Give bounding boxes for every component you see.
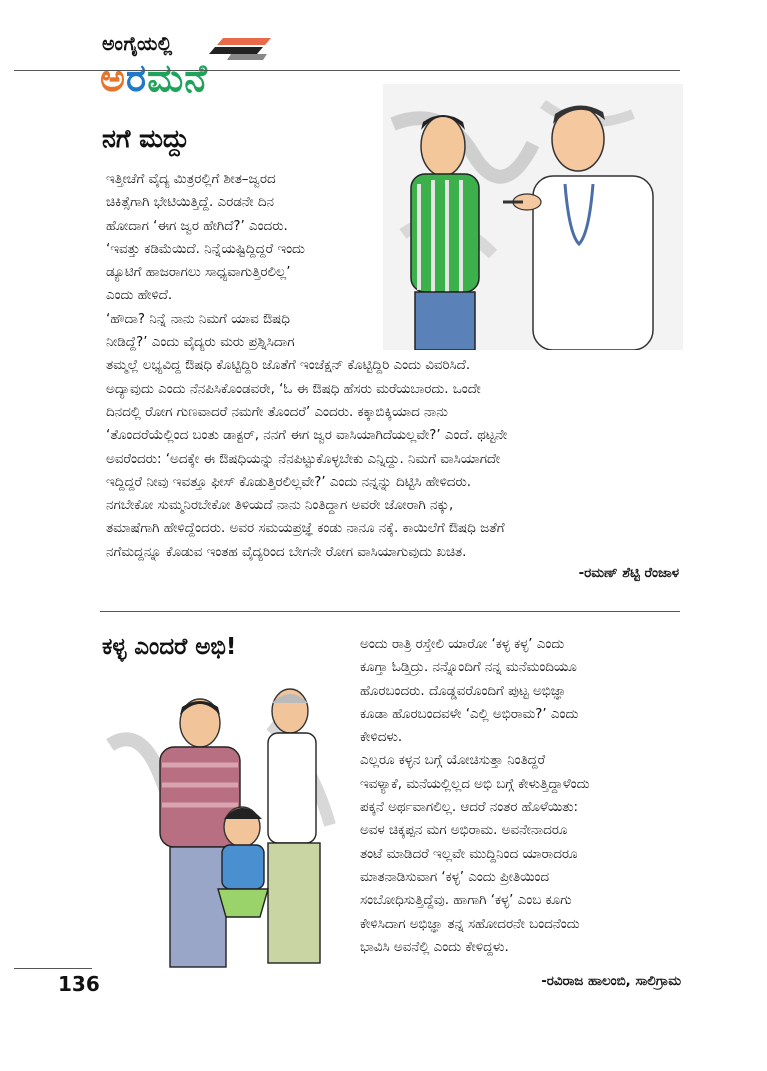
story1-body [106, 168, 507, 564]
story1-title: ನಗೆ ಮದ್ದು [102, 124, 190, 153]
story1-line: ದಿನದಲ್ಲಿ ರೋಗ ಗುಣವಾದರೆ ನಮಗೇ ತೊಂದರೆ’ ಎಂದರು. ಕಕ್ಕಾಬಿಕ್ಕಿಯಾದ ನಾನು [106, 404, 448, 420]
magazine-logo [100, 56, 208, 100]
story2-body [360, 633, 590, 959]
story2-line: ಭಾವಿಸಿ ಅವನೆಲ್ಲಿ ಎಂದು ಕೇಳಿದ್ದಳು. [360, 939, 509, 955]
story2-line: ತಂಟೆ ಮಾಡಿದರೆ ಇಲ್ಲವೇ ಮುದ್ದಿನಿಂದ ಯಾರಾದರೂ [360, 846, 578, 862]
story1-line: ಇತ್ತೀಚೆಗೆ ವೈದ್ಯ ಮಿತ್ರರಲ್ಲಿಗೆ ಶೀತ–ಜ್ವರದ [106, 172, 276, 187]
story1-line: ಎಂದು ಹೇಳಿದೆ. [106, 288, 173, 304]
story2-line: ಪಕ್ಕನೆ ಅರ್ಥವಾಗಲಿಲ್ಲ. ಆದರೆ ನಂತರ ಹೊಳೆಯಿತು: [360, 800, 579, 816]
logo-tagline: ಅಂಗೈಯಲ್ಲಿ [102, 33, 173, 55]
story1-line: ಅದ್ಯಾವುದು ಎಂದು ನೆನಪಿಸಿಕೊಂಡವರೇ, ‘ಓ ಈ ಔಷಧಿ ಹೆಸರು ಮರೆಯಬಾರದು. ಒಂದೇ [106, 381, 481, 397]
story1-line: ನಗೆಮದ್ದನ್ನೂ ಕೊಡುವ ಇಂತಹ ವೈದ್ಯರಿಂದ ಬೇಗನೇ ರೋಗ ವಾಸಿಯಾಗುವುದು ಖಚಿತ. [106, 544, 467, 560]
story1-line: ಡ್ಯೂಟಿಗೆ ಹಾಜರಾಗಲು ಸಾಧ್ಯವಾಗುತ್ತಿರಲಿಲ್ಲ’ [106, 265, 291, 281]
story2-line: ಕೂಡಾ ಹೊರಬಂದವಳೇ ‘ಎಲ್ಲಿ ಅಭಿರಾಮ?’ ಎಂದು [360, 706, 579, 722]
story2-signature: -ರವಿರಾಜ ಹಾಲಂಬಿ, ಸಾಲಿಗ್ರಾಮ [541, 974, 681, 989]
footer-rule [14, 968, 92, 969]
header-rule [14, 70, 680, 71]
story1-line: ಹೋದಾಗ ‘ಈಗ ಜ್ವರ ಹೇಗಿದೆ?’ ಎಂದರು. [106, 218, 288, 234]
story2-line: ಇವಳ್ಯಾಕೆ, ಮನೆಯಲ್ಲಿಲ್ಲದ ಅಭಿ ಬಗ್ಗೆ ಕೇಳುತ್ತಿದ್ದಾಳೆಂದು [360, 776, 590, 792]
story1-line: ತಮ್ಮಲ್ಲೆ ಲಭ್ಯವಿದ್ದ ಔಷಧಿ ಕೊಟ್ಟಿದ್ದಿರಿ ಜೊತೆಗೆ ಇಂಜೆಕ್ಷನ್ ಕೊಟ್ಟಿದ್ದಿರಿ ಎಂದು ವಿವರಿಸಿದೆ. [106, 358, 471, 374]
logo-letter-1: ಅ [100, 56, 127, 100]
story1-line: ಅವರೆಂದರು: ‘ಅದಕ್ಕೇ ಈ ಔಷಧಿಯನ್ನು ನೆನಪಿಟ್ಟುಕೊಳ್ಳಬೇಕು ಎನ್ನಿದ್ದು. ನಿಮಗೆ ವಾಸಿಯಾಗದೇ [106, 451, 501, 467]
story1-line: ನಗಬೇಕೋ ಸುಮ್ಮನಿರಬೇಕೋ ತಿಳಿಯದೆ ನಾನು ನಿಂತಿದ್ದಾಗ ಅವರೇ ಜೋರಾಗಿ ನಕ್ಕು, [106, 498, 454, 514]
story1-signature: -ರಮಣ್ ಶೆಟ್ಟಿ ರೆಂಜಾಳ [578, 566, 679, 581]
story2-line: ಅವಳ ಚಿಕ್ಕಪ್ಪನ ಮಗ ಅಭಿರಾಮ. ಅವನೇನಾದರೂ [360, 823, 568, 839]
section-rule [100, 611, 680, 612]
story1-line: ನೀಡಿದ್ದೆ?’ ಎಂದು ವೈದ್ಯರು ಮರು ಪ್ರಶ್ನಿಸಿದಾಗ [106, 335, 295, 351]
story1-line: ತಮಾಷೆಗಾಗಿ ಹೇಳಿದ್ದೆಂದರು. ಅವರ ಸಮಯಪ್ರಜ್ಞೆ ಕಂಡು ನಾನೂ ನಕ್ಕೆ. ಕಾಯಿಲೆಗೆ ಔಷಧಿ ಜತೆಗೆ [106, 521, 505, 537]
story2-line: ಸಂಬೋಧಿಸುತ್ತಿದ್ದೆವು. ಹಾಗಾಗಿ ‘ಕಳ್ಳ’ ಎಂಬ ಕೂಗು [360, 893, 572, 909]
story2-line: ಕೂಗ್ತಾ ಓಡ್ತಿದ್ರು. ನನ್ನೊಂದಿಗೆ ನನ್ನ ಮನೆಮಂದಿಯೂ [360, 660, 577, 676]
page-number: 136 [58, 972, 100, 996]
story1-line: ‘ಹೌದಾ? ನಿನ್ನೆ ನಾನು ನಿಮಗೆ ಯಾವ ಔಷಧಿ [106, 311, 290, 327]
story2-line: ಕೇಳಿಸಿದಾಗ ಅಭಿಜ್ಞಾ ತನ್ನ ಸಹೋದರನೇ ಬಂದನೆಂದು [360, 916, 580, 932]
logo-stripes [205, 34, 275, 62]
story1-line: ಚಿಕಿತ್ಸೆಗಾಗಿ ಭೇಟಿಯಿತ್ತಿದ್ದೆ. ಎರಡನೇ ದಿನ [106, 195, 274, 211]
story1-line: ಇದ್ದಿದ್ದರೆ ನೀವು ಇವತ್ತೂ ಫೀಸ್ ಕೊಡುತ್ತಿರಲಿಲ್ಲವೇ?’ ಎಂದು ನನ್ನನ್ನು ದಿಟ್ಟಿಸಿ ಹೇಳಿದರು. [106, 474, 471, 490]
story1-line: ‘ಇವತ್ತು ಕಡಿಮೆಯಿದೆ. ನಿನ್ನೆಯಷ್ಟಿದ್ದಿದ್ದರೆ ಇಂದು [106, 241, 305, 257]
story2-line: ಹೊರಬಂದರು. ದೊಡ್ಡವರೊಂದಿಗೆ ಪುಟ್ಟ ಅಭಿಜ್ಞಾ [360, 683, 567, 699]
story2-line: ಮಾತನಾಡಿಸುವಾಗ ‘ಕಳ್ಳ’ ಎಂದು ಪ್ರೀತಿಯಿಂದ [360, 869, 550, 885]
story2-line: ಎಲ್ಲರೂ ಕಳ್ಳನ ಬಗ್ಗೆ ಯೋಚಿಸುತ್ತಾ ನಿಂತಿದ್ದರೆ [360, 753, 546, 769]
story1-line: ‘ತೊಂದರೆಯೆಲ್ಲಿಂದ ಬಂತು ಡಾಕ್ಟರ್, ನನಗೆ ಈಗ ಜ್ವರ ವಾಸಿಯಾಗಿದೆಯಲ್ಲವೇ?’ ಎಂದೆ. ಥಟ್ಟನೇ [106, 428, 508, 444]
story2-line: ಕೇಳಿದಳು. [360, 730, 403, 746]
story2-title: ಕಳ್ಳ ಎಂದರೆ ಅಭಿ! [102, 634, 237, 660]
family-illustration [100, 685, 345, 975]
story2-line: ಅಂದು ರಾತ್ರಿ ರಸ್ತೇಲಿ ಯಾರೋ ‘ಕಳ್ಳ ಕಳ್ಳ’ ಎಂದು [360, 637, 565, 652]
logo-letter-2: ರ [126, 56, 148, 100]
logo-letter-3: ಮನೆ [147, 56, 208, 100]
